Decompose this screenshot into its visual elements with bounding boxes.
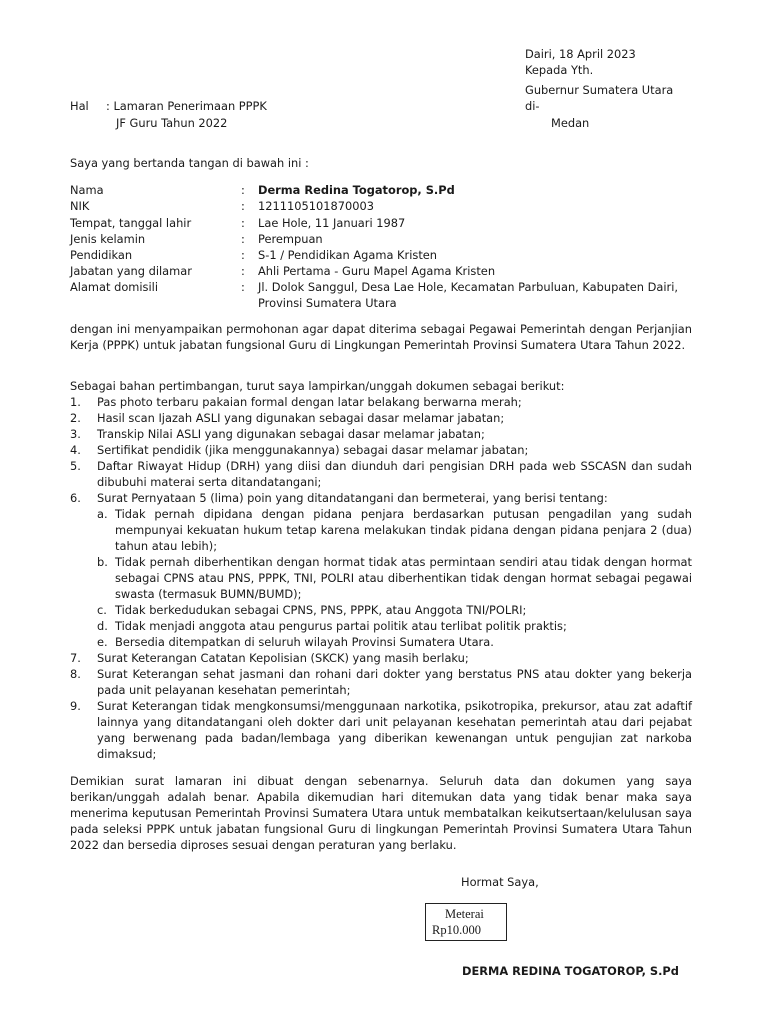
list-item: Sertifikat pendidik (jika menggunakannya) sebagai dasar melamar jabatan; [97,443,529,457]
sub-item: Tidak berkedudukan sebagai CPNS, PNS, PPPK, atau Anggota TNI/POLRI; [115,603,527,617]
identity-colon: : [241,199,245,213]
closing-greeting: Hormat Saya, [461,875,539,889]
addressee-salutation: Kepada Yth. [525,63,594,77]
subject-line-2: JF Guru Tahun 2022 [116,116,228,130]
list-item: Surat Keterangan tidak mengkonsumsi/menggunaan narkotika, psikotropika, prekursor, atau zat adaftif lainnya yang ditandatangani oleh dokter dari unit pelayanan kesehatan pemerintah atau dari pejabat yang berwenang pada badan/lembaga yang diberikan kewenangan untuk pengujian zat narkoba dimaksud; [97,699,692,761]
addressee-city: Medan [551,116,590,130]
list-item: Surat Keterangan Catatan Kepolisian (SKCK) yang masih berlaku; [97,651,469,665]
list-item-number: 8. [70,667,81,681]
list-item: Surat Keterangan sehat jasmani dan rohani dari dokter yang berstatus PNS atau dokter yang bekerja pada unit pelayanan kesehatan pemerintah; [97,667,692,697]
list-item-number: 1. [70,395,81,409]
stamp-value: Rp10.000 [432,923,481,937]
identity-birth-value: Lae Hole, 11 Januari 1987 [258,216,406,230]
identity-name-value: Derma Redina Togatorop, S.Pd [258,183,455,197]
list-item-number: 2. [70,411,81,425]
identity-label: Alamat domisili [70,280,158,294]
addressee-at: di- [525,99,540,113]
signatory-name: DERMA REDINA TOGATOROP, S.Pd [462,964,679,978]
identity-gender-value: Perempuan [258,232,323,246]
sub-item-letter: a. [97,507,108,521]
list-item-number: 9. [70,699,81,713]
sub-item: Tidak pernah diberhentikan dengan hormat tidak atas permintaan sendiri atau tidak dengan hormat sebagai CPNS atau PNS, PPPK, TNI, POLRI atau diberhentikan tidak dengan hormat sebagai pegawai swasta (termasuk BUMN/BUMD); [115,555,692,601]
identity-colon: : [241,248,245,262]
identity-colon: : [241,280,245,294]
identity-colon: : [241,183,245,197]
sub-item: Bersedia ditempatkan di seluruh wilayah Provinsi Sumatera Utara. [115,635,494,649]
list-item-number: 4. [70,443,81,457]
sub-item: Tidak menjadi anggota atau pengurus partai politik atau terlibat politik praktis; [115,619,567,633]
list-item: Pas photo terbaru pakaian formal dengan latar belakang berwarna merah; [97,395,522,409]
list-item-number: 5. [70,459,81,473]
identity-nik-value: 1211105101870003 [258,199,374,213]
sub-item-letter: b. [97,555,108,569]
list-item: Daftar Riwayat Hidup (DRH) yang diisi dan diunduh dari pengisian DRH pada web SSCASN dan sudah dibubuhi materai serta ditandatangani; [97,459,692,489]
identity-position-value: Ahli Pertama - Guru Mapel Agama Kristen [258,264,496,278]
identity-label: Tempat, tanggal lahir [70,216,192,230]
sub-item-letter: e. [97,635,108,649]
attachments-intro: Sebagai bahan pertimbangan, turut saya lampirkan/unggah dokumen sebagai berikut: [70,379,565,393]
sub-item-letter: d. [97,619,108,633]
subject-line-1: : Lamaran Penerimaan PPPK [106,99,267,113]
identity-education-value: S-1 / Pendidikan Agama Kristen [258,248,438,262]
stamp-duty-box [425,903,507,941]
list-item-number: 6. [70,491,81,505]
request-paragraph: dengan ini menyampaikan permohonan agar dapat diterima sebagai Pegawai Pemerintah dengan Perjanjian Kerja (PPPK) untuk jabatan fungsional Guru di Lingkungan Pemerintah Provinsi Sumatera Utara Tahun 2022. [70,322,692,352]
identity-colon: : [241,264,245,278]
identity-label: Jabatan yang dilamar [70,264,192,278]
identity-address-value: Jl. Dolok Sanggul, Desa Lae Hole, Kecamatan Parbuluan, Kabupaten Dairi, [258,280,679,294]
letter-date: Dairi, 18 April 2023 [525,47,636,61]
intro-text: Saya yang bertanda tangan di bawah ini : [70,156,309,170]
identity-label: NIK [70,199,90,213]
identity-label: Nama [70,183,104,197]
sub-item: Tidak pernah dipidana dengan pidana penjara berdasarkan putusan pengadilan yang sudah mempunyai kekuatan hukum tetap karena melakukan tindak pidana dengan pidana penjara 2 (dua) tahun atau lebih); [115,507,692,553]
subject-label: Hal [70,99,89,113]
list-item-number: 7. [70,651,81,665]
closing-paragraph: Demikian surat lamaran ini dibuat dengan sebenarnya. Seluruh data dan dokumen yang saya berikan/unggah adalah benar. Apabila dikemudian hari ditemukan data yang tidak benar maka saya menerima keputusan Pemerintah Provinsi Sumatera Utara untuk membatalkan keikutsertaan/kelulusan saya pada seleksi PPPK untuk jabatan fungsional Guru di lingkungan Pemerintah Provinsi Sumatera Utara Tahun 2022 dan bersedia diproses sesuai dengan peraturan yang berlaku. [70,774,692,852]
list-item: Surat Pernyataan 5 (lima) poin yang ditandatangani dan bermeterai, yang berisi tentang: [97,491,608,505]
identity-colon: : [241,216,245,230]
sub-item-letter: c. [97,603,107,617]
addressee-name: Gubernur Sumatera Utara [525,83,674,97]
identity-label: Pendidikan [70,248,133,262]
stamp-label: Meterai [445,907,484,921]
list-item-number: 3. [70,427,81,441]
identity-label: Jenis kelamin [70,232,146,246]
list-item: Hasil scan Ijazah ASLI yang digunakan sebagai dasar melamar jabatan; [97,411,505,425]
identity-colon: : [241,232,245,246]
identity-address-value-line2: Provinsi Sumatera Utara [258,296,397,310]
list-item: Transkip Nilai ASLI yang digunakan sebagai dasar melamar jabatan; [97,427,485,441]
